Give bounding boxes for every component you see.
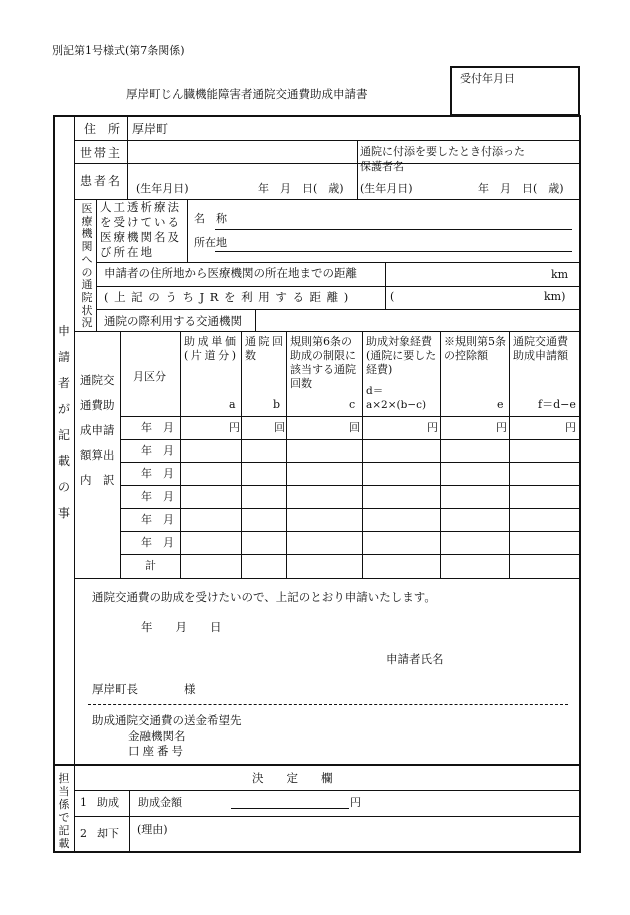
staff-section-label: 担当係で記載	[58, 772, 70, 850]
grant-amount-yen: 円	[350, 796, 361, 809]
guardian-birth-label: (生年月日)	[360, 182, 413, 195]
breakdown-side-label: 通院交 通費助 成申請 額算出 内 訳	[80, 373, 115, 487]
header-formula-d: d＝a×2×(b−c)	[366, 385, 427, 411]
form-reference: 別記第1号様式(第7条関係)	[52, 44, 185, 57]
jr-distance-unit: km)	[544, 290, 566, 303]
header-code-e: e	[497, 398, 504, 411]
applicant-section-label: 申請者が記載の事	[57, 324, 70, 520]
table-row[interactable]: 年 月 円 回 回 円 円 円	[141, 421, 576, 434]
guardian-name-label: 保護者名	[360, 160, 404, 173]
patient-birth-label: (生年月日)	[136, 182, 189, 195]
received-date-label: 受付年月日	[460, 72, 515, 85]
header-requested-amount: 通院交通費助成申請額	[513, 335, 568, 362]
mayor-address: 厚岸町長 様	[92, 682, 196, 696]
transfer-label: 助成通院交通費の送金希望先	[92, 713, 242, 727]
total-row[interactable]: 計	[145, 559, 156, 572]
table-row[interactable]: 年 月	[141, 513, 174, 526]
bank-name-field[interactable]	[200, 727, 500, 743]
distance-label: 申請者の住所地から医療機関の所在地までの距離	[104, 266, 357, 280]
reject-option[interactable]: 2 却下	[80, 827, 119, 840]
header-code-a: a	[229, 398, 236, 411]
account-number-field[interactable]	[200, 742, 500, 758]
grant-amount-label: 助成金額	[138, 796, 182, 809]
table-row[interactable]: 年 月	[141, 536, 174, 549]
patient-birth-units: 年 月 日( 歳)	[258, 182, 344, 195]
declaration-statement: 通院交通費の助成を受けたいので、上記のとおり申請いたします。	[92, 590, 436, 604]
facility-name-line[interactable]	[215, 229, 572, 230]
account-number-label: 口座番号	[128, 744, 186, 758]
reject-reason-label: (理由)	[137, 823, 168, 836]
facility-label: 人工透析療法を受けている医療機関名及び所在地	[100, 200, 181, 259]
patient-name-label: 患者名	[80, 174, 123, 188]
jr-open: (	[390, 290, 395, 303]
address-value[interactable]: 厚岸町	[132, 122, 169, 136]
patient-name-field[interactable]	[128, 164, 356, 180]
received-date-box[interactable]	[450, 66, 580, 116]
header-code-f: f＝d−e	[538, 398, 576, 411]
approve-option[interactable]: 1 助成	[80, 796, 119, 809]
householder-label: 世帯主	[80, 146, 123, 160]
distance-unit: km	[551, 268, 569, 281]
table-row[interactable]: 年 月	[141, 467, 174, 480]
transport-field[interactable]	[256, 310, 580, 330]
address-label: 住 所	[84, 122, 121, 136]
jr-distance-field[interactable]	[400, 287, 540, 307]
header-deduction: ※規則第5条の控除額	[444, 335, 506, 362]
facility-location-line[interactable]	[215, 251, 572, 252]
header-month: 月区分	[133, 370, 166, 383]
hospital-visit-label: 医療機関への通院状況	[81, 202, 93, 330]
table-row[interactable]: 年 月	[141, 490, 174, 503]
jr-distance-label: (上記のうちJRを利用する距離)	[104, 290, 354, 304]
householder-field[interactable]	[128, 141, 356, 163]
grant-amount-line[interactable]	[231, 808, 349, 809]
guardian-birth-units: 年 月 日( 歳)	[478, 182, 564, 195]
form-title: 厚岸町じん臓機能障害者通院交通費助成申請書	[126, 87, 368, 101]
reject-reason-field[interactable]	[180, 818, 575, 850]
breakdown-rows	[121, 416, 580, 578]
header-visits: 通院回数	[245, 335, 283, 362]
header-eligible-cost: 助成対象経費(通院に要した経費)	[366, 335, 437, 376]
facility-name-label: 名 称	[194, 212, 227, 225]
header-code-c: c	[349, 398, 356, 411]
applicant-name-label: 申請者氏名	[386, 652, 444, 666]
applicant-name-field[interactable]	[450, 646, 570, 666]
transport-label: 通院の際利用する交通機関	[104, 314, 242, 328]
header-unit-price: 助成単価(片道分)	[184, 335, 236, 362]
header-code-b: b	[273, 398, 281, 411]
decision-title: 決 定 欄	[252, 771, 333, 785]
application-date[interactable]: 年 月 日	[141, 620, 222, 634]
table-row[interactable]: 年 月	[141, 444, 174, 457]
header-restricted-visits: 規則第6条の助成の制限に該当する通院回数	[290, 335, 356, 390]
bank-name-label: 金融機関名	[128, 729, 186, 743]
facility-location-label: 所在地	[194, 236, 227, 249]
escort-label: 通院に付添を要したとき付添った	[360, 145, 525, 158]
